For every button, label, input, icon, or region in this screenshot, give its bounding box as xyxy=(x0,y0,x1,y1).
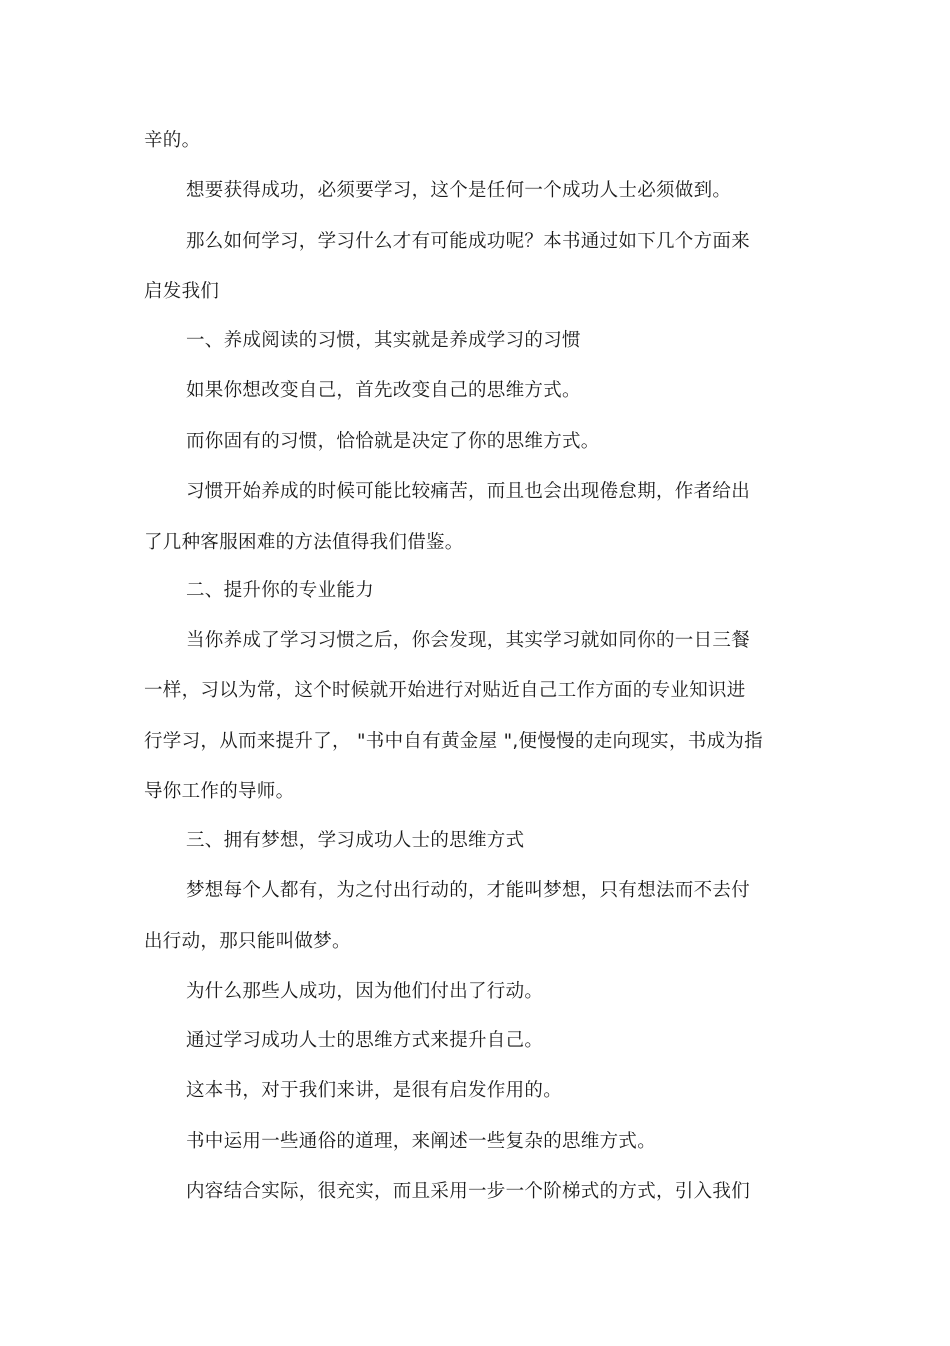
paragraph-line: 如果你想改变自己，首先改变自己的思维方式。 xyxy=(186,380,581,401)
paragraph-line: 书中运用一些通俗的道理，来阐述一些复杂的思维方式。 xyxy=(186,1131,657,1152)
paragraph-line: 为什么那些人成功，因为他们付出了行动。 xyxy=(186,981,544,1002)
paragraph-line: 梦想每个人都有，为之付出行动的，才能叫梦想，只有想法而不去付 xyxy=(186,880,751,901)
paragraph-line: 导你工作的导师。 xyxy=(144,781,295,802)
paragraph-line: 习惯开始养成的时候可能比较痛苦，而且也会出现倦怠期，作者给出 xyxy=(186,481,751,502)
paragraph-line: 内容结合实际，很充实，而且采用一步一个阶梯式的方式，引入我们 xyxy=(186,1181,751,1202)
paragraph-line: 而你固有的习惯，恰恰就是决定了你的思维方式。 xyxy=(186,431,600,452)
paragraph-line: 通过学习成功人士的思维方式来提升自己。 xyxy=(186,1030,544,1051)
paragraph-line: 当你养成了学习习惯之后，你会发现，其实学习就如同你的一日三餐 xyxy=(186,630,751,651)
section-heading: 一、养成阅读的习惯，其实就是养成学习的习惯 xyxy=(186,330,581,351)
paragraph-line: 那么如何学习，学习什么才有可能成功呢？本书通过如下几个方面来 xyxy=(186,231,751,252)
paragraph-line: 行学习，从而来提升了， "书中自有黄金屋 ",便慢慢的走向现实，书成为指 xyxy=(144,731,763,752)
paragraph-line: 一样，习以为常，这个时候就开始进行对贴近自己工作方面的专业知识进 xyxy=(144,680,746,701)
section-heading: 二、提升你的专业能力 xyxy=(186,580,375,601)
paragraph-line: 了几种客服困难的方法值得我们借鉴。 xyxy=(144,532,464,553)
paragraph-line: 这本书，对于我们来讲，是很有启发作用的。 xyxy=(186,1080,563,1101)
paragraph-line: 辛的。 xyxy=(144,130,201,151)
paragraph-line: 启发我们 xyxy=(144,281,220,302)
paragraph-line: 出行动，那只能叫做梦。 xyxy=(144,931,351,952)
paragraph-line: 想要获得成功，必须要学习，这个是任何一个成功人士必须做到。 xyxy=(186,180,732,201)
section-heading: 三、拥有梦想，学习成功人士的思维方式 xyxy=(186,830,525,851)
